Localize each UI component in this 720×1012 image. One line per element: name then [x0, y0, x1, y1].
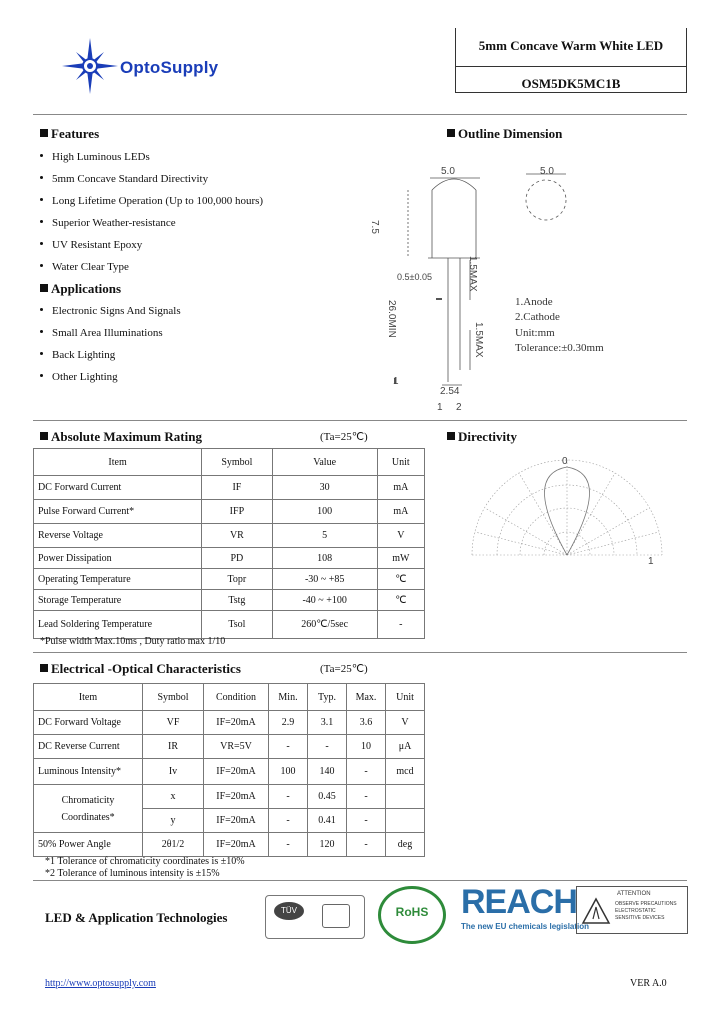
dim-width: 5.0	[441, 166, 455, 177]
col-item: Item	[34, 449, 202, 476]
section-rule	[33, 420, 687, 421]
directivity-diagram	[462, 455, 672, 570]
dim-max2: 1.5MAX	[473, 322, 484, 358]
dim-width-top: 5.0	[540, 166, 554, 177]
table-row: Chromaticity Coordinates* x IF=20mA - 0.45 -	[34, 785, 425, 809]
dim-max1: 1.5MAX	[467, 256, 478, 292]
pin-mark: 1	[393, 376, 399, 387]
rohs-badge: RoHS	[378, 886, 446, 944]
tuv-icon: TÜV	[274, 902, 304, 920]
tuv-badge	[265, 895, 365, 939]
table-row: Storage Temperature Tstg -40 ~ +100 ℃	[34, 590, 425, 611]
col-value: Value	[272, 449, 377, 476]
title-box	[455, 28, 687, 93]
table-row: DC Reverse Current IR VR=5V - - 10 μA	[34, 735, 425, 759]
section-rule	[33, 652, 687, 653]
chromaticity-cell: Chromaticity Coordinates*	[34, 785, 143, 833]
directivity-heading: Directivity	[447, 429, 517, 445]
abs-max-note: *Pulse width Max.10ms , Duty ratio max 1/10	[40, 636, 226, 647]
table-row: Reverse Voltage VR 5 V	[34, 524, 425, 548]
feature-item: Water Clear Type	[40, 261, 129, 273]
version-label: VER A.0	[630, 978, 667, 989]
outline-heading: Outline Dimension	[447, 126, 562, 142]
title-divider	[456, 66, 686, 67]
feature-item: UV Resistant Epoxy	[40, 239, 142, 251]
col-symbol: Symbol	[202, 449, 273, 476]
legend-cathode: 2.Cathode	[515, 311, 560, 323]
pin1-label: 1	[437, 402, 443, 413]
product-title: 5mm Concave Warm White LED	[478, 38, 664, 53]
legend-unit: Unit:mm	[515, 327, 555, 339]
col-unit: Unit	[377, 449, 424, 476]
eo-note-2: *2 Tolerance of luminous intensity is ±15%	[45, 868, 220, 879]
reach-logo: REACH	[461, 883, 577, 921]
feature-item: 5mm Concave Standard Directivity	[40, 173, 208, 185]
table-header-row	[34, 449, 425, 476]
esd-warning-icon	[581, 897, 611, 925]
application-item: Back Lighting	[40, 349, 115, 361]
application-item: Small Area Illuminations	[40, 327, 163, 339]
abs-max-table	[33, 448, 425, 639]
dim-lead-thickness: 0.5±0.05	[397, 272, 432, 282]
table-row: y IF=20mA - 0.41 -	[34, 809, 425, 833]
dim-height: 7.5	[369, 220, 380, 234]
brand-name: OptoSupply	[120, 58, 219, 77]
abs-max-condition: (Ta=25℃)	[320, 431, 368, 443]
part-number: OSM5DK5MC1B	[521, 76, 621, 91]
footer-tagline: LED & Application Technologies	[45, 910, 228, 925]
directivity-right-label: 1	[648, 556, 654, 567]
pin2-label: 2	[456, 402, 462, 413]
feature-item: Long Lifetime Operation (Up to 100,000 hours)	[40, 195, 263, 207]
applications-heading: Applications	[40, 281, 121, 297]
table-row: 50% Power Angle 2θ1/2 IF=20mA - 120 - deg	[34, 833, 425, 857]
table-row: Lead Soldering Temperature Tsol 260℃/5sec -	[34, 611, 425, 639]
features-heading: Features	[40, 126, 99, 142]
directivity-top-label: 0	[562, 456, 568, 467]
table-row: Pulse Forward Current* IFP 100 mA	[34, 500, 425, 524]
outline-drawing	[380, 160, 620, 420]
eo-heading: Electrical -Optical Characteristics	[40, 661, 241, 677]
table-row: Luminous Intensity* Iv IF=20mA 100 140 - mcd	[34, 759, 425, 785]
table-row: Power Dissipation PD 108 mW	[34, 548, 425, 569]
eo-note-1: *1 Tolerance of chromaticity coordinates is ±10%	[45, 856, 245, 867]
table-row: Operating Temperature Topr -30 ~ +85 ℃	[34, 569, 425, 590]
application-item: Other Lighting	[40, 371, 118, 383]
table-header-row: Item Symbol Condition Min. Typ. Max. Unit	[34, 684, 425, 711]
feature-item: Superior Weather-resistance	[40, 217, 176, 229]
certificate-icon	[322, 904, 350, 928]
abs-max-heading: Absolute Maximum Rating	[40, 429, 202, 445]
eo-condition: (Ta=25℃)	[320, 663, 368, 675]
website-link[interactable]: http://www.optosupply.com	[45, 978, 156, 989]
legend-anode: 1.Anode	[515, 296, 553, 308]
dim-min-length: 26.0MIN	[386, 300, 397, 338]
table-row: DC Forward Voltage VF IF=20mA 2.9 3.1 3.6 V	[34, 711, 425, 735]
footer-rule	[33, 880, 687, 881]
application-item: Electronic Signs And Signals	[40, 305, 181, 317]
feature-item: High Luminous LEDs	[40, 151, 150, 163]
dim-pitch: 2.54	[440, 386, 460, 397]
reach-subtitle: The new EU chemicals legislation	[461, 922, 590, 931]
esd-attention-box: ATTENTION OBSERVE PRECAUTIONS ELECTROSTATIC SENSITIVE DEVICES	[576, 886, 688, 934]
header-rule	[33, 114, 687, 115]
legend-tolerance: Tolerance:±0.30mm	[515, 342, 604, 354]
table-row: DC Forward Current IF 30 mA	[34, 476, 425, 500]
eo-table	[33, 683, 425, 857]
